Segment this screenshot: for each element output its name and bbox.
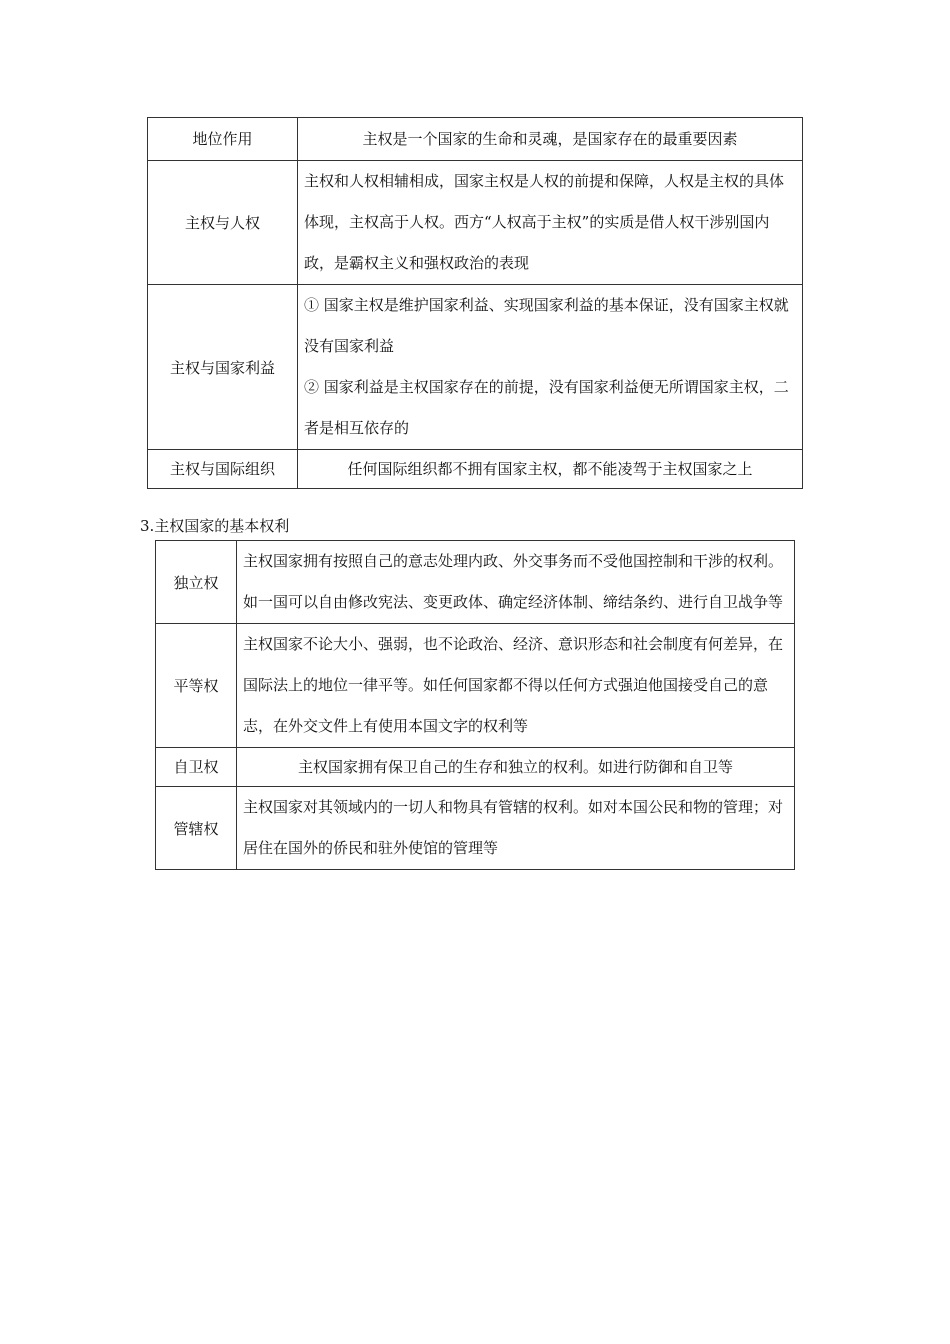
row-label: 独立权 (156, 541, 237, 624)
row-label: 平等权 (156, 624, 237, 748)
table-row (156, 787, 795, 870)
row-label: 地位作用 (148, 118, 298, 161)
content-point-1: ① 国家主权是维护国家利益、实现国家利益的基本保证，没有国家主权就没有国家利益 (304, 296, 789, 355)
row-label: 主权与国际组织 (148, 450, 298, 489)
row-content: 主权是一个国家的生命和灵魂，是国家存在的最重要因素 (298, 118, 803, 161)
row-content: 任何国际组织都不拥有国家主权，都不能凌驾于主权国家之上 (298, 450, 803, 489)
row-content: 主权国家对其领域内的一切人和物具有管辖的权利。如对本国公民和物的管理；对居住在国外的侨民和驻外使馆的管理等 (237, 787, 795, 870)
row-label: 主权与人权 (148, 161, 298, 285)
table-row (148, 118, 803, 161)
row-label: 主权与国家利益 (148, 285, 298, 450)
row-content: 主权国家拥有保卫自己的生存和独立的权利。如进行防御和自卫等 (237, 748, 795, 787)
sovereignty-table (147, 117, 803, 489)
rights-table (155, 540, 795, 870)
row-content: 主权国家不论大小、强弱，也不论政治、经济、意识形态和社会制度有何差异，在国际法上的地位一律平等。如任何国家都不得以任何方式强迫他国接受自己的意志，在外交文件上有使用本国文字的权利等 (237, 624, 795, 748)
row-content: 主权和人权相辅相成，国家主权是人权的前提和保障，人权是主权的具体体现，主权高于人权。西方“人权高于主权”的实质是借人权干涉别国内政，是霸权主义和强权政治的表现 (298, 161, 803, 285)
row-label: 自卫权 (156, 748, 237, 787)
row-content: 主权国家拥有按照自己的意志处理内政、外交事务而不受他国控制和干涉的权利。如一国可以自由修改宪法、变更政体、确定经济体制、缔结条约、进行自卫战争等 (237, 541, 795, 624)
row-label: 管辖权 (156, 787, 237, 870)
table-row (148, 285, 803, 450)
table-row (156, 624, 795, 748)
row-content (298, 285, 803, 450)
table-row (156, 541, 795, 624)
table-row (148, 450, 803, 489)
table-row (156, 748, 795, 787)
content-point-2: ② 国家利益是主权国家存在的前提，没有国家利益便无所谓国家主权，二者是相互依存的 (304, 378, 789, 437)
section-heading: 3.主权国家的基本权利 (140, 517, 290, 535)
table-row (148, 161, 803, 285)
